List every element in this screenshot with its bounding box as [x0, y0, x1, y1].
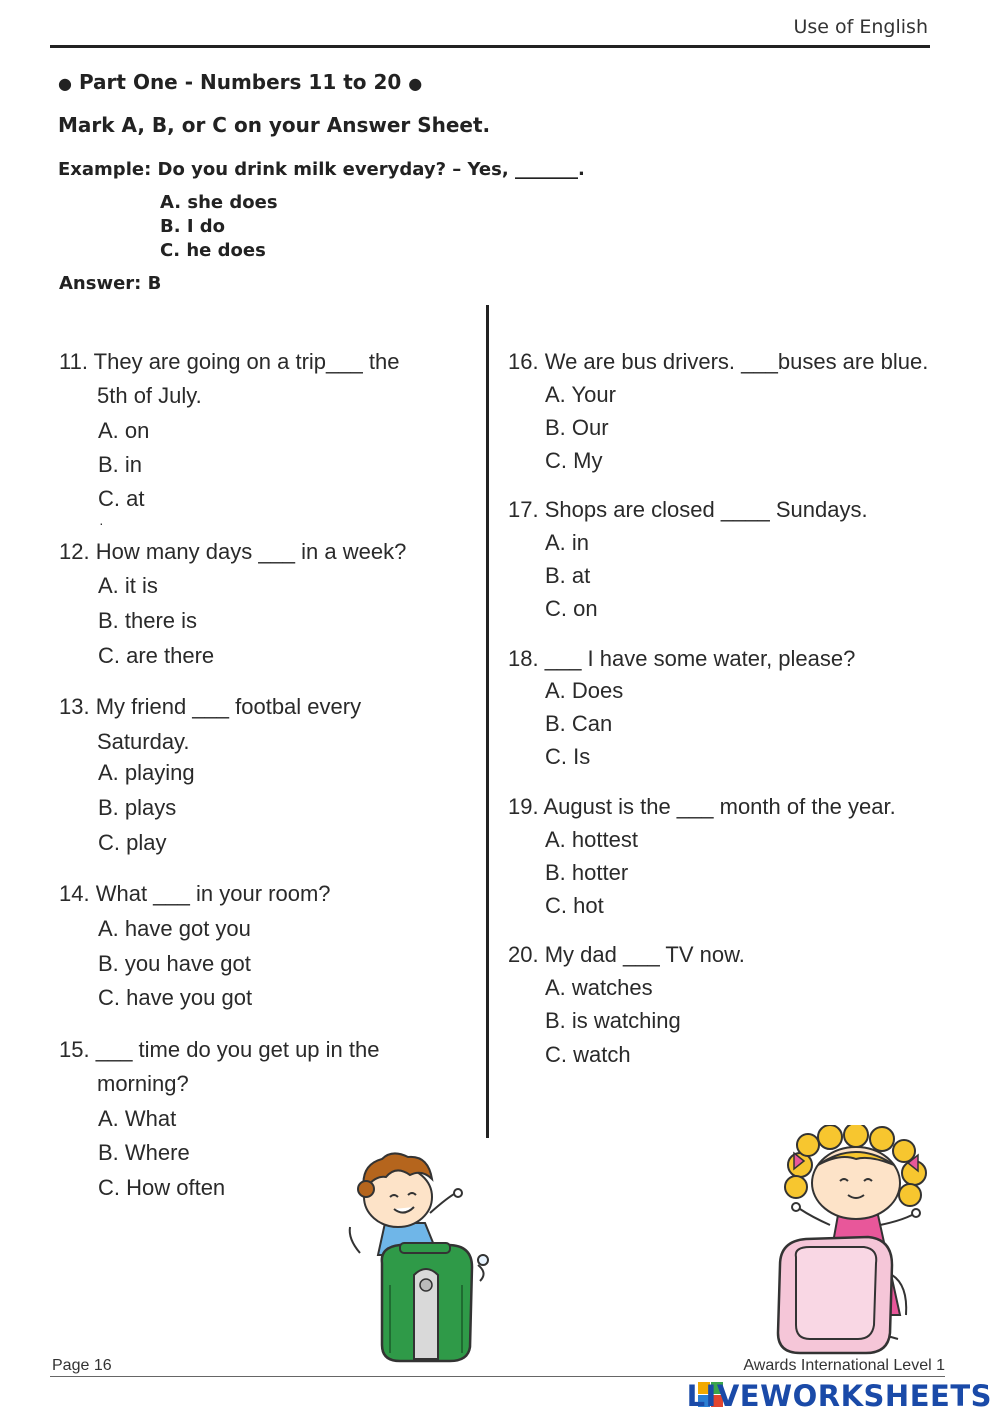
q18-option-c[interactable]: C. Is: [545, 744, 591, 769]
example-prompt: Example: Do you drink milk everyday? – Yes, _______.: [58, 159, 585, 180]
bullet-icon: ●: [58, 74, 72, 93]
question-12: 12. How many days ___ in a week?: [59, 539, 407, 564]
q18-option-a[interactable]: A. Does: [545, 678, 624, 703]
question-15-line2: morning?: [97, 1071, 189, 1096]
example-option-a: A. she does: [160, 192, 278, 213]
q17-option-a[interactable]: A. in: [545, 530, 590, 555]
q11-option-c[interactable]: C. at: [98, 486, 145, 511]
q12-option-b[interactable]: B. there is: [98, 608, 198, 633]
q19-option-b[interactable]: B. hotter: [545, 860, 629, 885]
q20-option-c[interactable]: C. watch: [545, 1042, 631, 1067]
example-option-c: C. he does: [160, 240, 266, 261]
q13-option-c[interactable]: C. play: [98, 830, 167, 855]
q15-option-b[interactable]: B. Where: [98, 1140, 190, 1165]
q16-option-b[interactable]: B. Our: [545, 415, 609, 440]
header-rule: [50, 45, 930, 48]
question-16: 16. We are bus drivers. ___buses are blue.: [508, 349, 929, 374]
question-19: 19. August is the ___ month of the year.: [508, 794, 896, 819]
q11-option-b[interactable]: B. in: [98, 452, 143, 477]
girl-with-bag-illustration: [760, 1125, 950, 1365]
q18-option-b[interactable]: B. Can: [545, 711, 613, 736]
q14-option-a[interactable]: A. have got you: [98, 916, 251, 941]
question-13: 13. My friend ___ footbal every: [59, 694, 362, 719]
question-11-line2: 5th of July.: [97, 383, 202, 408]
question-11: 11. They are going on a trip___ the: [59, 349, 400, 374]
section-title: Use of English: [793, 16, 928, 38]
brand-wordmark[interactable]: LIVEWORKSHEETS: [686, 1379, 992, 1413]
q13-option-b[interactable]: B. plays: [98, 795, 177, 820]
question-17: 17. Shops are closed ____ Sundays.: [508, 497, 868, 522]
example-answer: Answer: B: [59, 273, 162, 294]
q17-option-b[interactable]: B. at: [545, 563, 591, 588]
q16-option-c[interactable]: C. My: [545, 448, 603, 473]
footer-rule: [50, 1376, 945, 1377]
part-title: [58, 70, 422, 94]
q12-option-c[interactable]: C. are there: [98, 643, 215, 668]
q20-option-a[interactable]: A. watches: [545, 975, 653, 1000]
instruction: Mark A, B, or C on your Answer Sheet.: [58, 113, 491, 137]
q15-option-c[interactable]: C. How often: [98, 1175, 226, 1200]
q12-option-a[interactable]: A. it is: [98, 573, 158, 598]
question-13-line2: Saturday.: [97, 729, 190, 754]
q14-option-b[interactable]: B. you have got: [98, 951, 251, 976]
question-15: 15. ___ time do you get up in the: [59, 1037, 380, 1062]
q14-option-c[interactable]: C. have you got: [98, 985, 253, 1010]
boy-with-bag-illustration: [330, 1135, 500, 1365]
q20-option-b[interactable]: B. is watching: [545, 1008, 681, 1033]
part-title-text: Part One - Numbers 11 to 20: [78, 70, 402, 94]
page-number: Page 16: [52, 1357, 112, 1374]
q13-option-a[interactable]: A. playing: [98, 760, 195, 785]
q19-option-a[interactable]: A. hottest: [545, 827, 638, 852]
example-option-b: B. I do: [160, 216, 226, 237]
q19-option-c[interactable]: C. hot: [545, 893, 604, 918]
q15-option-a[interactable]: A. What: [98, 1106, 177, 1131]
q17-option-c[interactable]: C. on: [545, 596, 598, 621]
series-label: Awards International Level 1: [743, 1357, 945, 1374]
question-14: 14. What ___ in your room?: [59, 881, 331, 906]
question-18: 18. ___ I have some water, please?: [508, 646, 856, 671]
stray-mark: ·: [99, 515, 104, 531]
question-20: 20. My dad ___ TV now.: [508, 942, 745, 967]
q16-option-a[interactable]: A. Your: [545, 382, 616, 407]
q11-option-a[interactable]: A. on: [98, 418, 150, 443]
column-divider: [486, 305, 489, 1138]
bullet-icon: ●: [408, 74, 423, 93]
